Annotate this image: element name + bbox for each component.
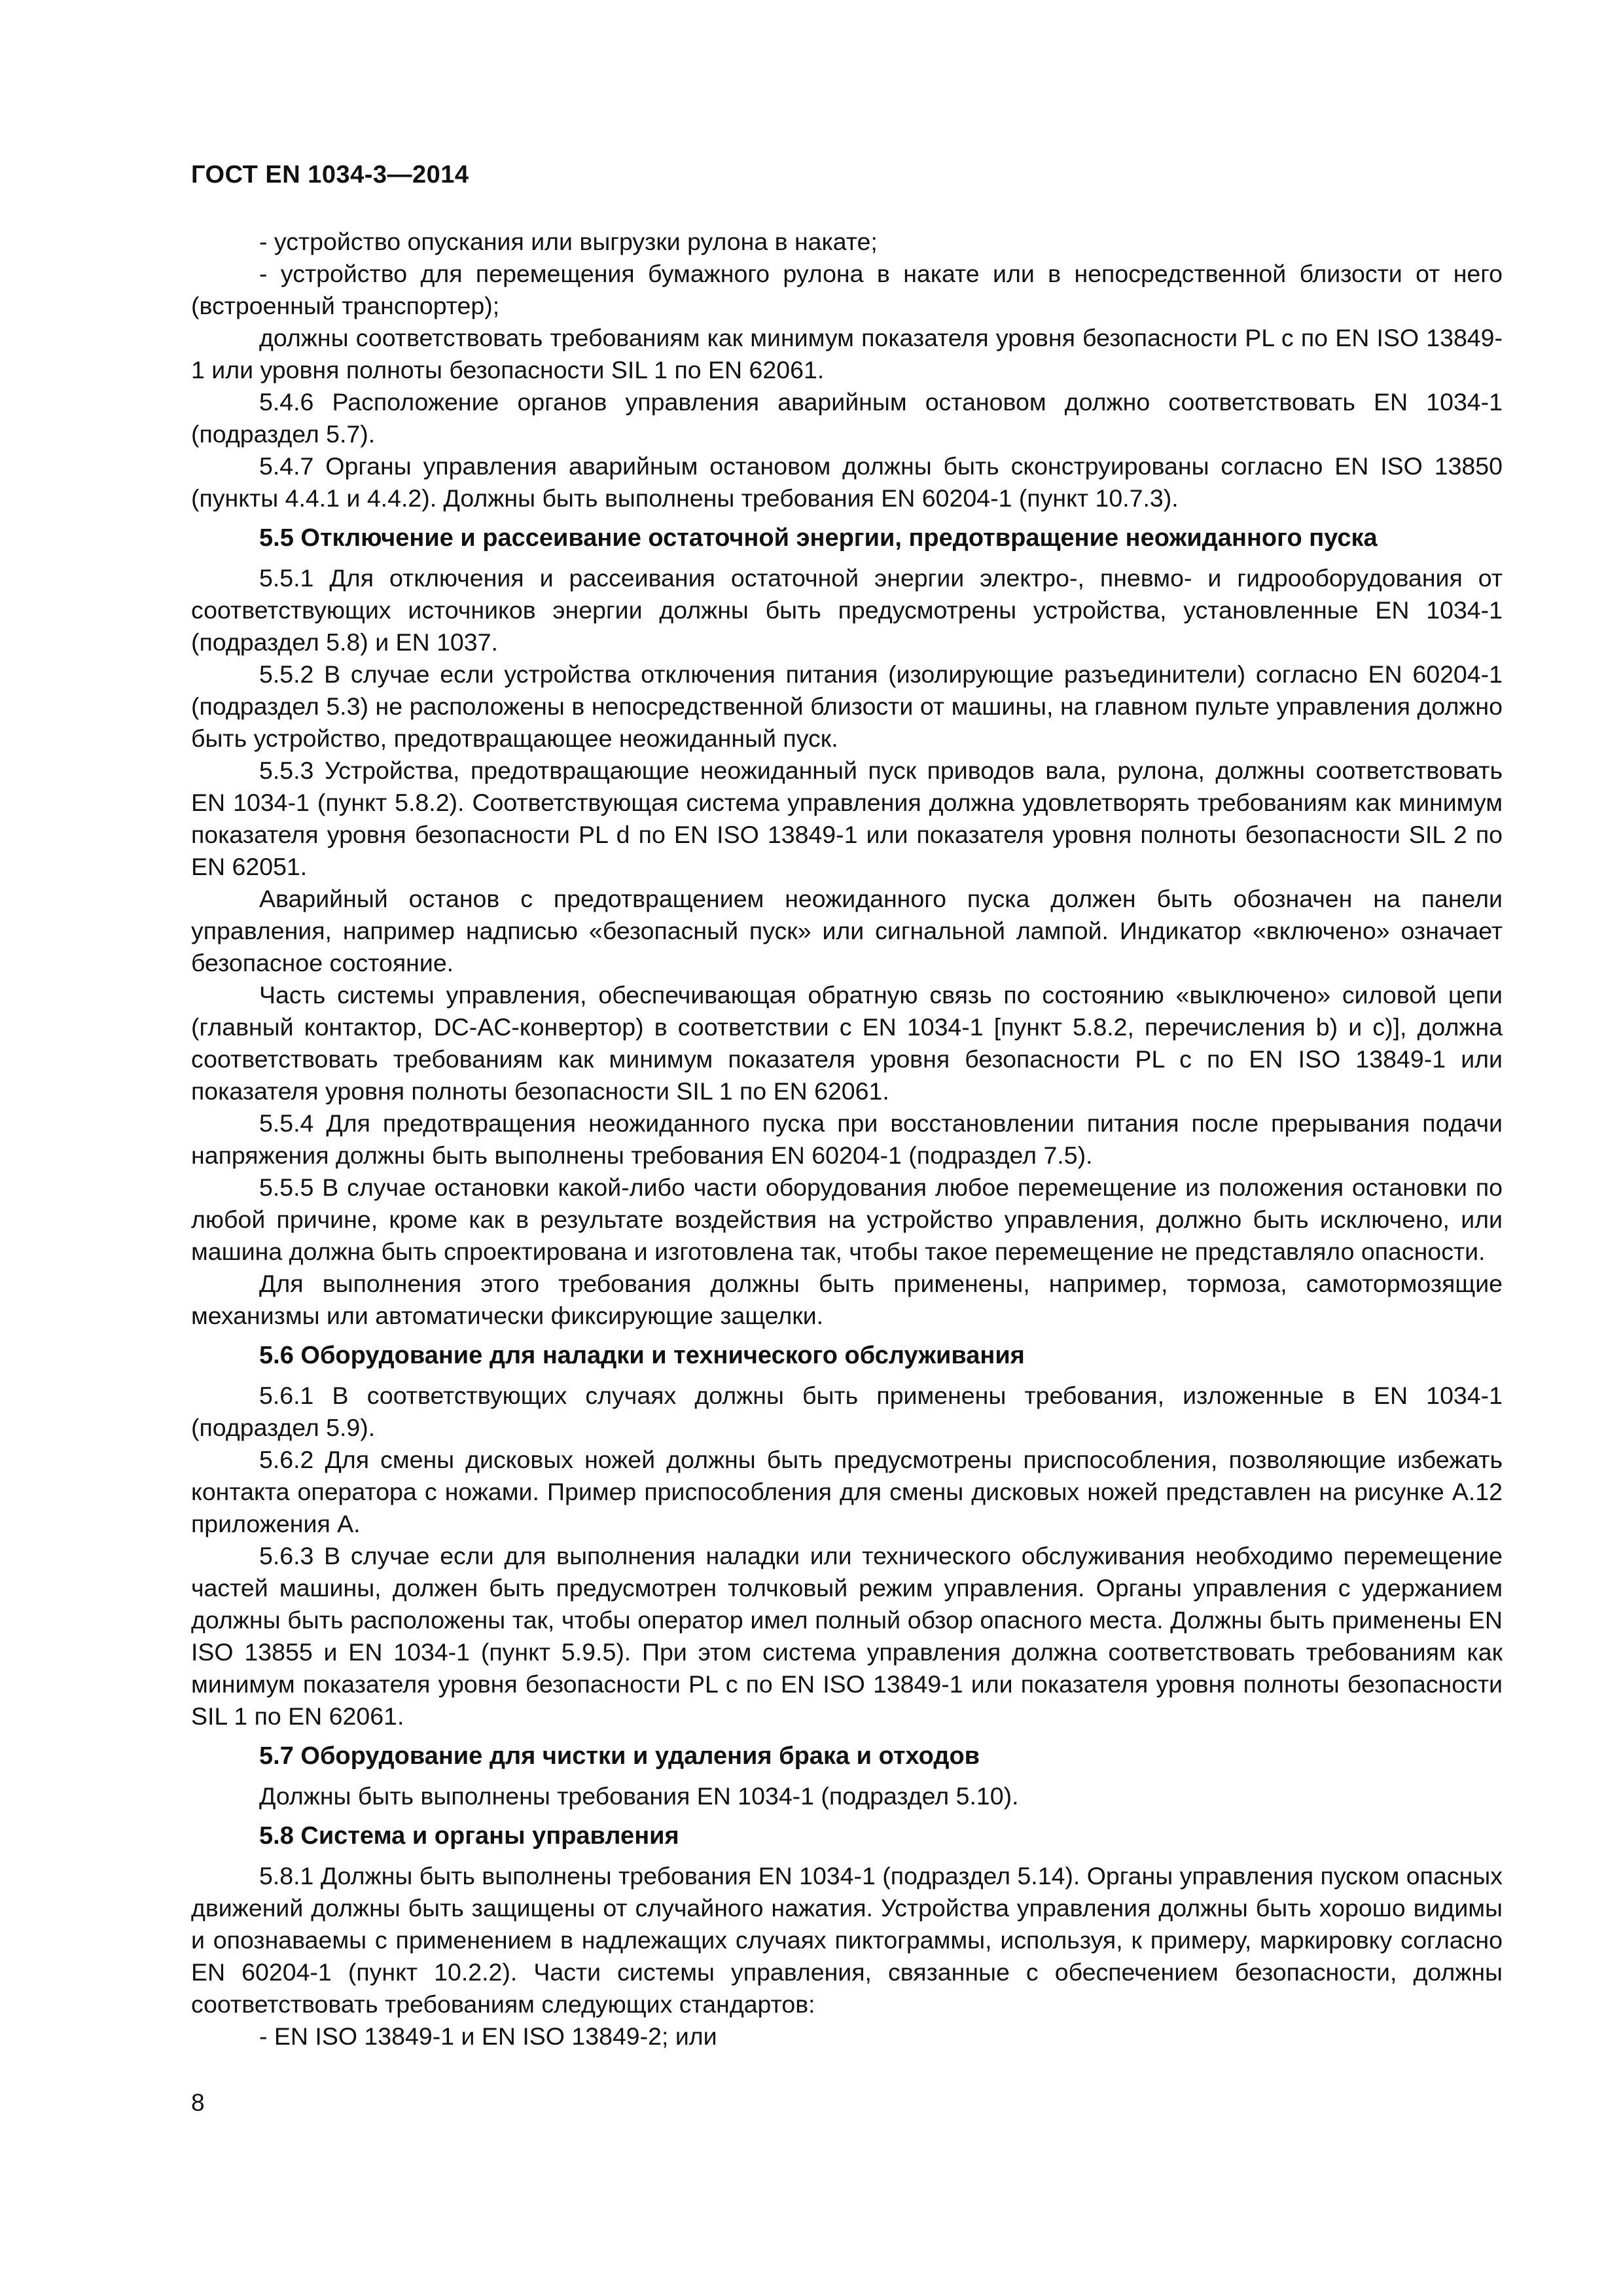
paragraph: 5.8.1 Должны быть выполнены требования EN 1034-1 (подраздел 5.14). Органы управления пуском опасных движений должны быть защищены от случайного нажатия. Устройства управления должны быть хорошо видимы и опознаваемы с применением в надлежащих случаях пиктограммы, используя, к примеру, маркировку согласно EN 60204-1 (пункт 10.2.2). Части системы управления, связанные с обеспечением безопасности, должны соответствовать требованиям следующих стандартов: bbox=[191, 1862, 1503, 2018]
section-heading-5-5: 5.5 Отключение и рассеивание остаточной энергии, предотвращение неожиданного пуска bbox=[259, 524, 1378, 552]
section-heading-5-6: 5.6 Оборудование для наладки и технического обслуживания bbox=[259, 1342, 1025, 1369]
list-item: - устройство опускания или выгрузки рулона в накате; bbox=[259, 228, 878, 255]
page-number: 8 bbox=[191, 2089, 205, 2116]
paragraph: 5.5.3 Устройства, предотвращающие неожиданный пуск приводов вала, рулона, должны соответствовать EN 1034-1 (пункт 5.8.2). Соответствующая система управления должна удовлетворять требованиям как минимум показателя уровня безопасности PL d по EN ISO 13849-1 или показателя уровня полноты безопасности SIL 2 по EN 62051. bbox=[191, 757, 1503, 880]
paragraph: Должны быть выполнены требования EN 1034-1 (подраздел 5.10). bbox=[259, 1782, 1019, 1810]
paragraph: 5.4.6 Расположение органов управления аварийным остановом должно соответствовать EN 1034-1 (подраздел 5.7). bbox=[191, 388, 1503, 448]
paragraph: должны соответствовать требованиям как минимум показателя уровня безопасности PL с по EN ISO 13849-1 или уровня полноты безопасности SIL 1 по EN 62061. bbox=[191, 324, 1503, 384]
paragraph: 5.5.1 Для отключения и рассеивания остаточной энергии электро-, пневмо- и гидрооборудования от соответствующих источников энергии должны быть предусмотрены устройства, установленные EN 1034-1 (подраздел 5.8) и EN 1037. bbox=[191, 564, 1503, 656]
paragraph: 5.5.2 В случае если устройства отключения питания (изолирующие разъединители) согласно EN 60204-1 (подраздел 5.3) не расположены в непосредственной близости от машины, на главном пульте управления должно быть устройство, предотвращающее неожиданный пуск. bbox=[191, 660, 1503, 752]
paragraph: 5.6.3 В случае если для выполнения наладки или технического обслуживания необходимо перемещение частей машины, должен быть предусмотрен толчковый режим управления. Органы управления с удержанием должны быть расположены так, чтобы оператор имел полный обзор опасного места. Должны быть применены EN ISO 13855 и EN 1034-1 (пункт 5.9.5). При этом система управления должна соответствовать требованиям как минимум показателя уровня безопасности PL с по EN ISO 13849-1 или показателя уровня полноты безопасности SIL 1 по EN 62061. bbox=[191, 1542, 1503, 1730]
list-item: - EN ISO 13849-1 и EN ISO 13849-2; или bbox=[259, 2022, 717, 2050]
list-item: - устройство для перемещения бумажного рулона в накате или в непосредственной близости от него (встроенный транспортер); bbox=[191, 260, 1503, 319]
section-heading-5-8: 5.8 Система и органы управления bbox=[259, 1822, 679, 1850]
paragraph: Для выполнения этого требования должны быть применены, например, тормоза, самотормозящие механизмы или автоматически фиксирующие защелки. bbox=[191, 1270, 1503, 1329]
section-heading-5-7: 5.7 Оборудование для чистки и удаления брака и отходов bbox=[259, 1742, 980, 1770]
paragraph: Аварийный останов с предотвращением неожиданного пуска должен быть обозначен на панели управления, например надписью «безопасный пуск» или сигнальной лампой. Индикатор «включено» означает безопасное состояние. bbox=[191, 885, 1503, 977]
paragraph: 5.5.4 Для предотвращения неожиданного пуска при восстановлении питания после прерывания подачи напряжения должны быть выполнены требования EN 60204-1 (подраздел 7.5). bbox=[191, 1109, 1503, 1169]
document-header: ГОСТ EN 1034-3—2014 bbox=[191, 161, 469, 188]
paragraph: 5.6.1 В соответствующих случаях должны быть применены требования, изложенные в EN 1034-1 (подраздел 5.9). bbox=[191, 1382, 1503, 1441]
paragraph: 5.6.2 Для смены дисковых ножей должны быть предусмотрены приспособления, позволяющие избежать контакта оператора с ножами. Пример приспособления для смены дисковых ножей представлен на рисунке А.12 приложения А. bbox=[191, 1446, 1503, 1537]
paragraph: Часть системы управления, обеспечивающая обратную связь по состоянию «выключено» силовой цепи (главный контактор, DC-AC-конвертор) в соответствии с EN 1034-1 [пункт 5.8.2, перечисления b) и c)], должна соответствовать требованиям как минимум показателя уровня безопасности PL с по EN ISO 13849-1 или показателя уровня полноты безопасности SIL 1 по EN 62061. bbox=[191, 981, 1503, 1105]
paragraph: 5.5.5 В случае остановки какой-либо части оборудования любое перемещение из положения остановки по любой причине, кроме как в результате воздействия на устройство управления, должно быть исключено, или машина должна быть спроектирована и изготовлена так, чтобы такое перемещение не представляло опасности. bbox=[191, 1174, 1503, 1265]
document-body bbox=[191, 226, 1503, 2053]
paragraph: 5.4.7 Органы управления аварийным остановом должны быть сконструированы согласно EN ISO 13850 (пункты 4.4.1 и 4.4.2). Должны быть выполнены требования EN 60204-1 (пункт 10.7.3). bbox=[191, 452, 1503, 512]
